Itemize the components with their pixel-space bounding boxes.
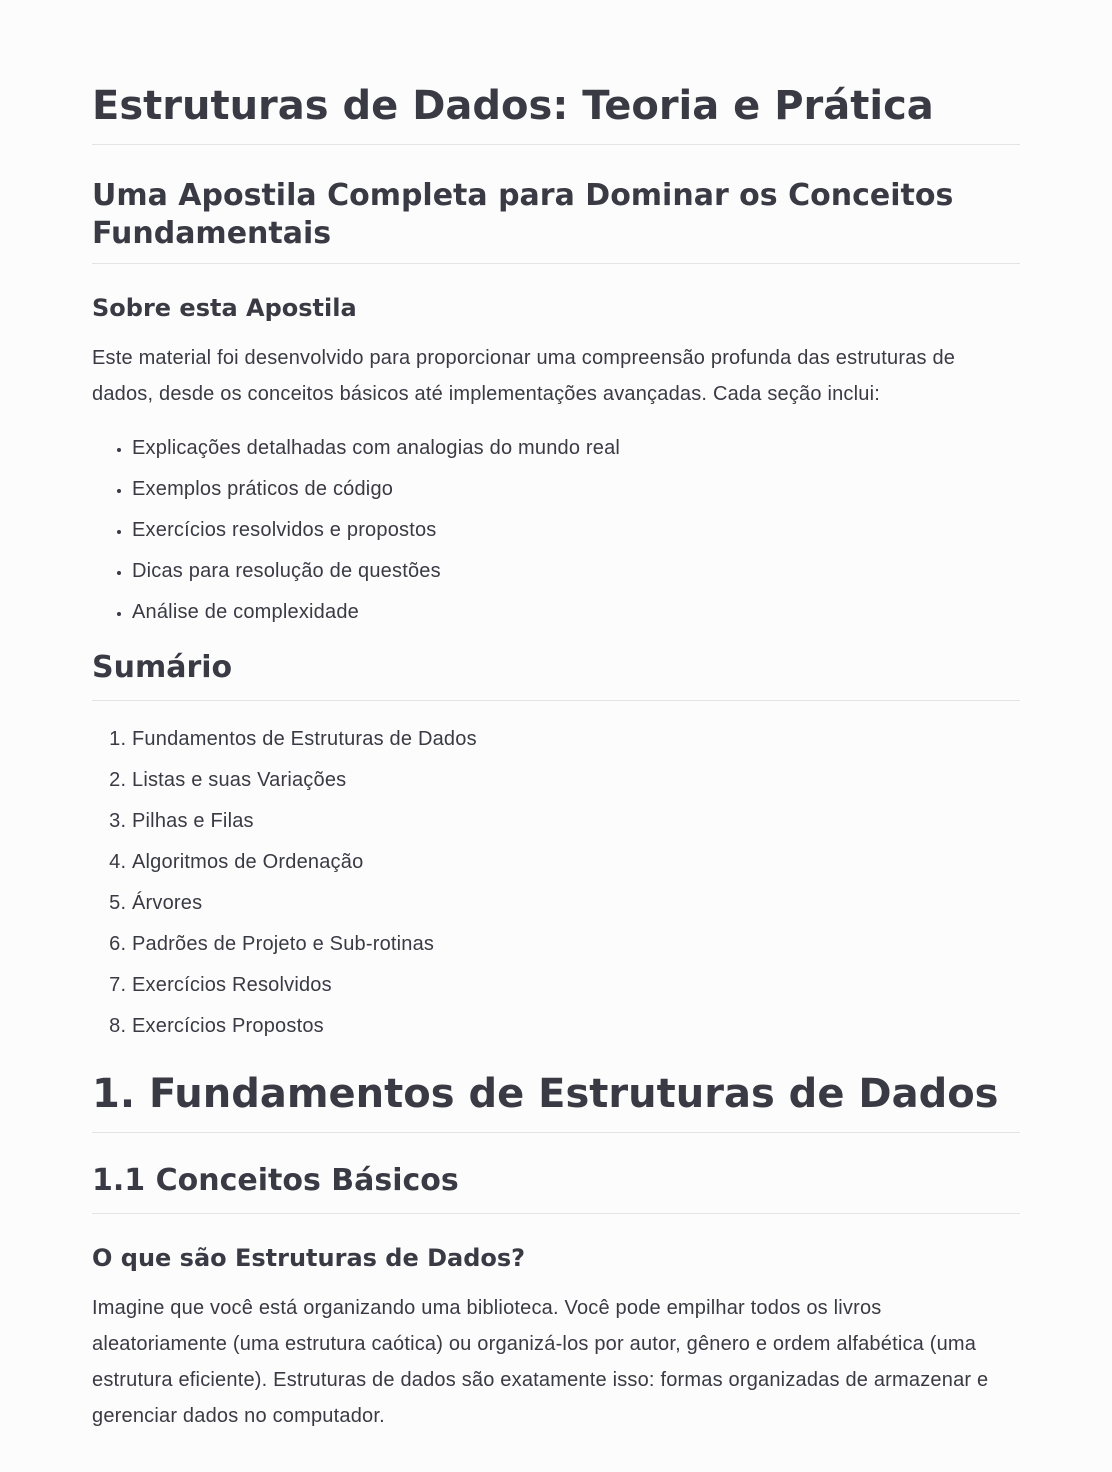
summary-item: 6. Padrões de Projeto e Sub-rotinas — [132, 930, 1020, 958]
summary-item: 5. Árvores — [132, 889, 1020, 917]
about-heading: Sobre esta Apostila — [92, 294, 357, 322]
summary-heading: Sumário — [92, 648, 1020, 701]
list-item: • Exemplos práticos de código — [132, 475, 1020, 503]
summary-item: 3. Pilhas e Filas — [132, 807, 1020, 835]
summary-list — [92, 725, 1020, 1040]
summary-item: 8. Exercícios Propostos — [132, 1012, 1020, 1040]
what-are-data-structures-heading: O que são Estruturas de Dados? — [92, 1244, 526, 1272]
about-intro: Este material foi desenvolvido para proporcionar uma compreensão profunda das estruturas de dados, desde os conceitos básicos até implementações avançadas. Cada seção inclui: — [92, 347, 956, 405]
list-item: • Análise de complexidade — [132, 598, 1020, 626]
list-item: • Explicações detalhadas com analogias do mundo real — [132, 434, 1020, 462]
document-subtitle: Uma Apostila Completa para Dominar os Conceitos Fundamentais — [92, 177, 1020, 264]
list-item: • Dicas para resolução de questões — [132, 557, 1020, 585]
about-features-list — [92, 434, 1020, 626]
list-item: • Exercícios resolvidos e propostos — [132, 516, 1020, 544]
section-1-heading: 1. Fundamentos de Estruturas de Dados — [92, 1066, 1020, 1133]
summary-item: 1. Fundamentos de Estruturas de Dados — [132, 725, 1020, 753]
document-title: Estruturas de Dados: Teoria e Prática — [92, 78, 1020, 145]
summary-item: 7. Exercícios Resolvidos — [132, 971, 1020, 999]
section-1-1-heading: 1.1 Conceitos Básicos — [92, 1161, 1020, 1214]
summary-item: 2. Listas e suas Variações — [132, 766, 1020, 794]
section-1-paragraph: Imagine que você está organizando uma biblioteca. Você pode empilhar todos os livros aleatoriamente (uma estrutura caótica) ou organizá-los por autor, gênero e ordem alfabética (uma estrutura eficiente). Estruturas de dados são exatamente isso: formas organizadas de armazenar e gerenciar dados no computador. — [92, 1297, 989, 1427]
summary-item: 4. Algoritmos de Ordenação — [132, 848, 1020, 876]
